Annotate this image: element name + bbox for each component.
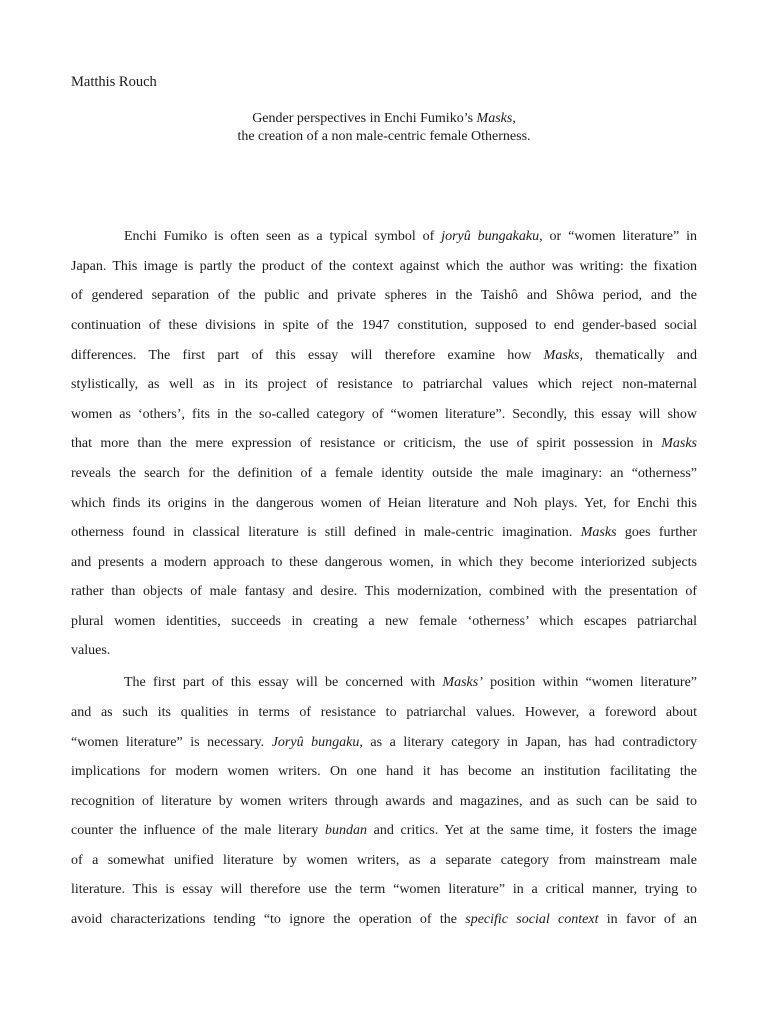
line-text: of gendered separation of the public and private spheres in the Taishô and Shôwa period, and the: [71, 288, 697, 303]
body-line: [124, 227, 697, 247]
body-line: [71, 257, 697, 277]
line-text: women as ‘others’, fits in the so-called category of “women literature”. Secondly, this essay will show: [71, 407, 697, 422]
line-text: of a somewhat unified literature by women writers, as a separate category from mainstream male: [71, 853, 697, 868]
body-line: [71, 703, 697, 723]
title-text: Gender perspectives in Enchi Fumiko’s: [252, 111, 477, 126]
italic-term: specific social context: [465, 912, 599, 927]
body-line: [124, 673, 697, 693]
body-line: [71, 821, 697, 841]
line-text: differences. The first part of this essay will therefore examine how: [71, 348, 544, 363]
line-text: recognition of literature by women writers through awards and magazines, and as such can be said to: [71, 794, 697, 809]
italic-term: Joryû bungaku: [271, 735, 360, 750]
body-line: [71, 286, 697, 306]
body-line: [71, 494, 697, 514]
line-text: reveals the search for the definition of a female identity outside the male imaginary: an “otherness”: [71, 466, 697, 481]
body-line: [71, 880, 697, 900]
essay-title-line-1: [71, 110, 697, 128]
body-line: [71, 762, 697, 782]
line-text: Enchi Fumiko is often seen as a typical symbol of: [124, 229, 442, 244]
line-text: , or “women literature” in: [539, 229, 698, 244]
italic-term: Masks’: [442, 675, 483, 690]
essay-title-line-2: the creation of a non male-centric female Otherness.: [237, 129, 531, 144]
body-line: [71, 316, 697, 336]
body-line: [71, 582, 697, 602]
line-text: values.: [71, 643, 111, 658]
line-text: , as a literary category in Japan, has had contradictory: [359, 735, 697, 750]
line-text: and critics. Yet at the same time, it fosters the image: [367, 823, 697, 838]
body-line: [71, 553, 697, 573]
line-text: plural women identities, succeeds in creating a new female ‘otherness’ which escapes patriarchal: [71, 614, 697, 629]
body-line: [71, 612, 697, 632]
line-text: continuation of these divisions in spite of the 1947 constitution, supposed to end gender-based social: [71, 318, 697, 333]
line-text: avoid characterizations tending “to ignore the operation of the: [71, 912, 466, 927]
author-name: Matthis Rouch: [71, 74, 157, 90]
italic-term: joryû bungakaku: [441, 229, 540, 244]
line-text: Japan. This image is partly the product of the context against which the author was writing: the fixation: [71, 259, 697, 274]
line-text: literature. This is essay will therefore use the term “women literature” in a critical manner, trying to: [71, 882, 697, 897]
body-line: [71, 733, 697, 753]
line-text: counter the influence of the male literary: [71, 823, 326, 838]
body-line: [71, 641, 697, 661]
line-text: goes further: [616, 525, 697, 540]
italic-term: Masks: [661, 436, 697, 451]
line-text: “women literature” is necessary.: [71, 735, 272, 750]
line-text: The first part of this essay will be concerned with: [124, 675, 443, 690]
title-punctuation: ,: [512, 111, 516, 126]
italic-term: bundan: [325, 823, 368, 838]
line-text: thematically and: [582, 348, 697, 363]
line-text: which finds its origins in the dangerous women of Heian literature and Noh plays. Yet, for Enchi this: [71, 496, 697, 511]
body-line: [71, 523, 697, 543]
body-line: [71, 851, 697, 871]
body-line: [71, 434, 697, 454]
line-text: and presents a modern approach to these dangerous women, in which they become interiorized subjects: [71, 555, 697, 570]
italic-term: Masks: [580, 525, 617, 540]
line-text: implications for modern women writers. On one hand it has become an institution facilitating the: [71, 764, 697, 779]
body-line: [71, 375, 697, 395]
title-italic-work: Masks: [476, 111, 513, 126]
body-line: [71, 464, 697, 484]
body-line: [71, 792, 697, 812]
body-line: [71, 346, 697, 366]
line-text: and as such its qualities in terms of resistance to patriarchal values. However, a foreword about: [71, 705, 697, 720]
line-text: rather than objects of male fantasy and desire. This modernization, combined with the presentation of: [71, 584, 697, 599]
body-line: [71, 405, 697, 425]
line-text: position within “women literature”: [482, 675, 698, 690]
line-text: stylistically, as well as in its project of resistance to patriarchal values which reject non-maternal: [71, 377, 697, 392]
line-text: otherness found in classical literature is still defined in male-centric imagination.: [71, 525, 581, 540]
body-line: [71, 910, 697, 930]
line-text: that more than the mere expression of resistance or criticism, the use of spirit possession in: [71, 436, 662, 451]
italic-term: Masks,: [543, 348, 583, 363]
line-text: in favor of an: [598, 912, 697, 927]
